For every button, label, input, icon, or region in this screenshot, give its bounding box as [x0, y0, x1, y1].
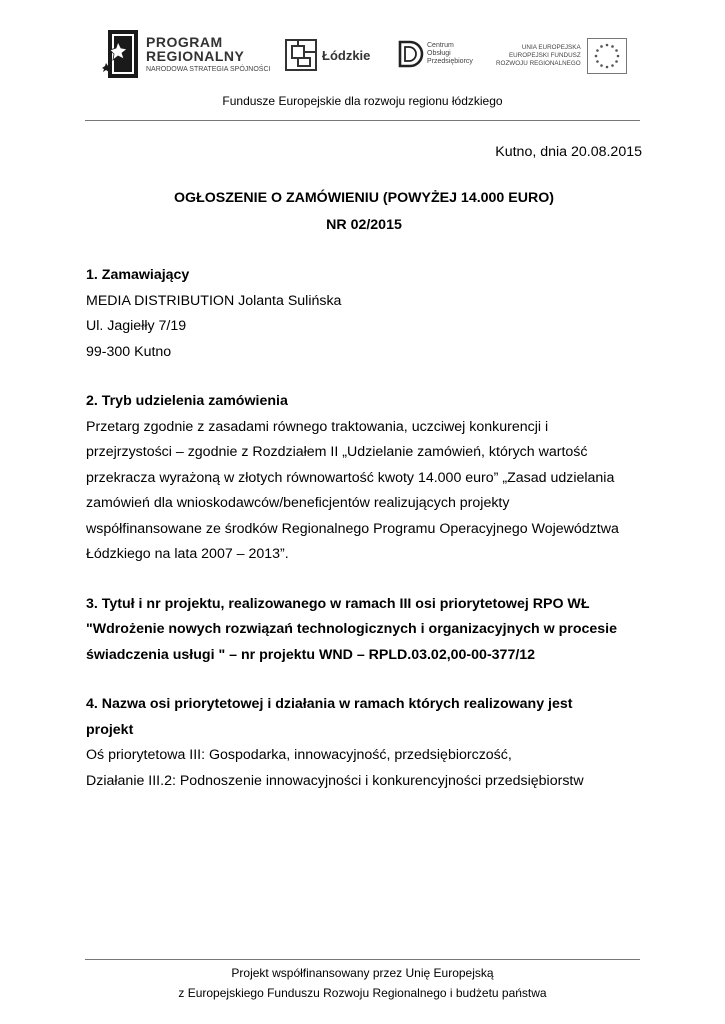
footer-line1: Projekt współfinansowany przez Unię Europejską [231, 966, 494, 980]
lodzkie-logo [284, 38, 370, 72]
eu-star [611, 45, 614, 48]
centrum-emblem-icon [396, 38, 424, 70]
eu-star [600, 45, 603, 48]
centrum-logo [396, 38, 473, 70]
section2-line: Przetarg zgodnie z zasadami równego traktowania, uczciwej konkurencji i [86, 418, 549, 435]
section4-line: Działanie III.2: Podnoszenie innowacyjności i konkurencyjności przedsiębiorstw [86, 772, 584, 789]
lodzkie-text: Łódzkie [322, 47, 371, 63]
program-line3: NARODOWA STRATEGIA SPÓJNOŚCI [146, 66, 271, 73]
section4-line: Oś priorytetowa III: Gospodarka, innowacyjność, przedsiębiorczość, [86, 747, 512, 763]
section-project-title [86, 592, 642, 669]
section1-line: MEDIA DISTRIBUTION Jolanta Sulińska [86, 292, 342, 309]
title-line2: NR 02/2015 [326, 217, 402, 233]
section3-line: 3. Tytuł i nr projektu, realizowanego w ramach III osi priorytetowej RPO WŁ [86, 595, 590, 612]
logo-bar [0, 0, 725, 95]
section2-line: zamówień dla wnioskodawców/beneficjentów realizujących projekty [86, 495, 510, 511]
title-line1: OGŁOSZENIE O ZAMÓWIENIU (POWYŻEJ 14.000 EURO) [174, 190, 554, 206]
header-divider [85, 120, 640, 121]
section4-heading: 4. Nazwa osi priorytetowej i działania w ramach których realizowany jest [86, 696, 573, 712]
section2-line: przekracza wyrażoną w złotych równowartość kwoty 14.000 euro” „Zasad udzielania [86, 469, 615, 486]
section3-line: świadczenia usługi " – nr projektu WND – RPLD.03.02,00-00-377/12 [86, 646, 536, 663]
eu-star [615, 49, 618, 52]
announcement-document [86, 140, 642, 794]
footer-line2: z Europejskiego Funduszu Rozwoju Regionalnego i budżetu państwa [178, 986, 547, 1000]
section-procurement-mode [86, 389, 642, 568]
eu-star [615, 60, 618, 63]
ue-line3: ROZWOJU REGIONALNEGO [496, 59, 581, 67]
program-line2: REGIONALNY [146, 48, 245, 64]
lodzkie-emblem-icon [284, 38, 318, 72]
document-title [86, 185, 642, 239]
section-ordering-party [86, 263, 642, 365]
program-regionalny-logo [100, 28, 270, 80]
section1-line: Ul. Jagiełły 7/19 [86, 318, 187, 334]
centrum-line3: Przedsiębiorcy [427, 58, 473, 66]
centrum-line2: Obsługi [427, 49, 451, 57]
section-priority-axis [86, 692, 642, 794]
section2-line: współfinansowane ze środków Regionalnego Programu Operacyjnego Województwa [86, 520, 619, 537]
ue-line2: EUROPEJSKI FUNDUSZ [508, 52, 581, 60]
section1-line: 99-300 Kutno [86, 343, 172, 360]
section4-heading: projekt [86, 721, 134, 738]
document-date: Kutno, dnia 20.08.2015 [495, 144, 642, 160]
header-caption: Fundusze Europejskie dla rozwoju regionu łódzkiego [222, 94, 503, 108]
ue-line1: UNIA EUROPEJSKA [521, 44, 581, 52]
footer-divider [85, 959, 640, 960]
eu-star [596, 49, 599, 52]
regional-program-emblem-icon [100, 28, 140, 80]
section2-line: Łódzkiego na lata 2007 – 2013”. [86, 546, 289, 562]
eu-star [605, 66, 608, 69]
footer [85, 963, 640, 1003]
section1-heading: 1. Zamawiający [86, 267, 190, 283]
centrum-line1: Centrum [427, 41, 454, 49]
eu-star [594, 55, 597, 58]
eu-star [605, 44, 608, 47]
eu-flag-icon [587, 38, 627, 74]
program-line1: PROGRAM [146, 34, 223, 50]
section3-line: "Wdrożenie nowych rozwiązań technologicznych i organizacyjnych w procesie [86, 621, 617, 637]
eu-star [600, 64, 603, 67]
section2-line: przejrzystości – zgodnie z Rozdziałem II „Udzielanie zamówień, których wartość [86, 444, 588, 460]
eu-star [596, 60, 599, 63]
eu-star [616, 55, 619, 58]
eu-star [611, 64, 614, 67]
eu-logo [496, 38, 627, 74]
section2-heading: 2. Tryb udzielenia zamówienia [86, 393, 288, 409]
